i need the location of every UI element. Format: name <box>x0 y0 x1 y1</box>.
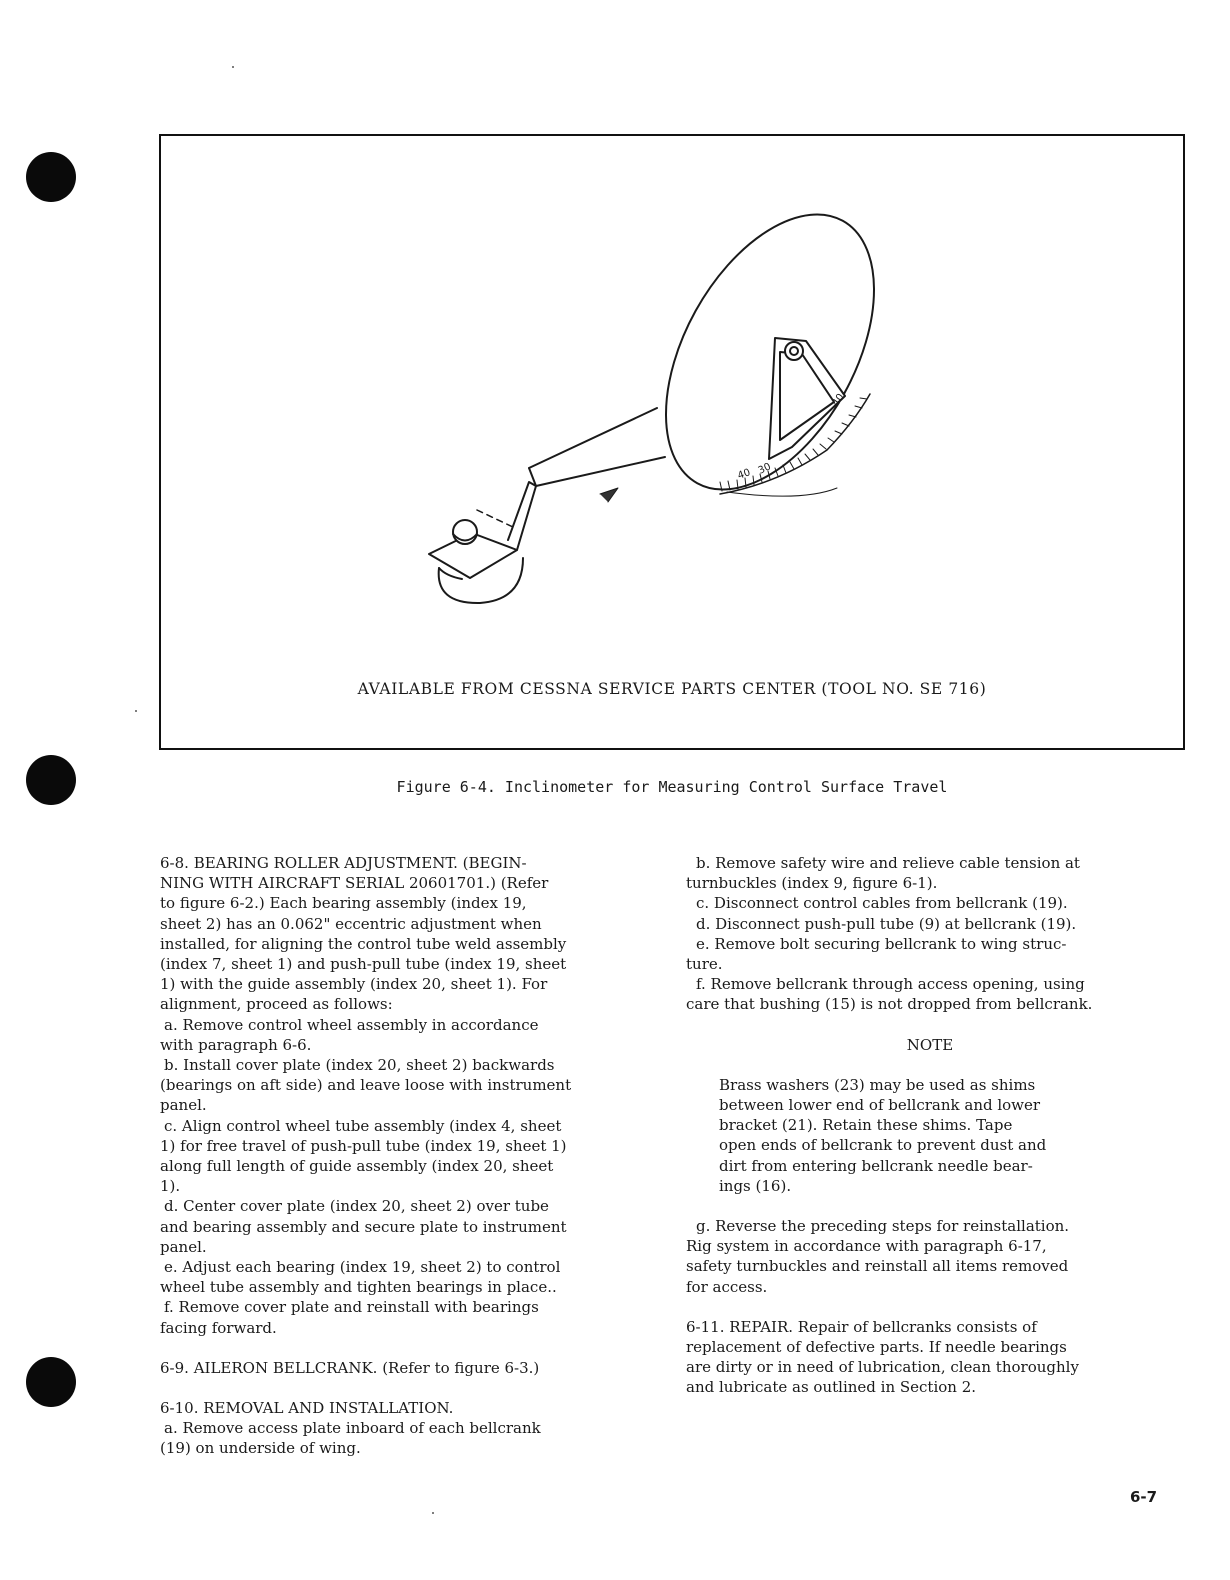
note-line: dirt from entering bellcrank needle bear- <box>719 1156 1033 1175</box>
text-line: replacement of defective parts. If needle bearings <box>686 1338 1067 1357</box>
note-line: bracket (21). Retain these shims. Tape <box>719 1116 1013 1135</box>
binder-hole-top <box>26 152 76 202</box>
text-line: 1) for free travel of push-pull tube (index 19, sheet 1) <box>160 1136 567 1155</box>
dial-label: 30 <box>756 461 773 477</box>
text-line: d. Center cover plate (index 20, sheet 2) over tube <box>164 1197 549 1216</box>
text-line: 6-8. BEARING ROLLER ADJUSTMENT. (BEGIN- <box>160 854 527 872</box>
text-line: b. Remove safety wire and relieve cable tension at <box>696 854 1080 872</box>
figure-availability-note: AVAILABLE FROM CESSNA SERVICE PARTS CENTER (TOOL NO. SE 716) <box>357 680 987 698</box>
text-line: d. Disconnect push-pull tube (9) at bellcrank (19). <box>696 914 1077 933</box>
text-line: b. Install cover plate (index 20, sheet 2) backwards <box>164 1056 555 1075</box>
text-line: turnbuckles (index 9, figure 6-1). <box>686 874 938 893</box>
text-line: ture. <box>686 955 723 974</box>
text-line: e. Adjust each bearing (index 19, sheet 2) to control <box>164 1258 561 1277</box>
section-heading: 6-9. AILERON BELLCRANK. (Refer to figure 6-3.) <box>160 1358 540 1377</box>
note-line: open ends of bellcrank to prevent dust and <box>719 1136 1047 1155</box>
paragraph-gap <box>160 1378 660 1398</box>
text-line: are dirty or in need of lubrication, clean thoroughly <box>686 1358 1079 1377</box>
page-number: 6-7 <box>1130 1488 1158 1506</box>
dial-label: 40 <box>736 467 752 482</box>
text-line: for access. <box>686 1277 768 1296</box>
text-line: sheet 2) has an 0.062" eccentric adjustment when <box>160 914 542 933</box>
text-line: Rig system in accordance with paragraph 6-17, <box>686 1237 1047 1256</box>
text-line: and bearing assembly and secure plate to instrument <box>160 1217 567 1236</box>
figure-caption: Figure 6-4. Inclinometer for Measuring Control Surface Travel <box>396 778 948 796</box>
text-line: with paragraph 6-6. <box>160 1035 312 1054</box>
inclinometer-illustration <box>161 136 1183 748</box>
text-line: to figure 6-2.) Each bearing assembly (index 19, <box>160 894 527 913</box>
scan-speck <box>135 710 137 712</box>
note-line: Brass washers (23) may be used as shims <box>719 1075 1036 1094</box>
paragraph-gap <box>160 1338 660 1358</box>
text-line: (bearings on aft side) and leave loose with instrument <box>160 1076 572 1095</box>
text-line: alignment, proceed as follows: <box>160 995 393 1014</box>
section-heading: 6-11. REPAIR. Repair of bellcranks consists of <box>686 1317 1037 1336</box>
note-title: NOTE <box>906 1035 954 1054</box>
dial-label: 40 <box>830 391 847 409</box>
text-line: 1). <box>160 1177 181 1196</box>
left-column <box>160 853 660 1459</box>
paragraph-gap <box>686 1297 1174 1317</box>
text-line: c. Disconnect control cables from bellcrank (19). <box>696 894 1068 913</box>
binder-hole-bottom <box>26 1357 76 1407</box>
text-line: installed, for aligning the control tube weld assembly <box>160 934 567 953</box>
text-line: panel. <box>160 1237 207 1256</box>
note-body <box>686 1075 1174 1196</box>
note-line: ings (16). <box>719 1176 792 1195</box>
text-line: 1) with the guide assembly (index 20, sheet 1). For <box>160 975 548 994</box>
figure-frame <box>159 134 1185 750</box>
paragraph-gap <box>686 1196 1174 1216</box>
text-line: and lubricate as outlined in Section 2. <box>686 1378 977 1397</box>
text-line: (19) on underside of wing. <box>160 1439 361 1458</box>
text-line: panel. <box>160 1096 207 1115</box>
text-line: (index 7, sheet 1) and push-pull tube (index 19, sheet <box>160 955 567 974</box>
scan-speck <box>232 66 234 68</box>
right-column <box>686 853 1174 1398</box>
text-line: a. Remove access plate inboard of each bellcrank <box>164 1419 541 1438</box>
section-heading: 6-10. REMOVAL AND INSTALLATION. <box>160 1399 454 1418</box>
text-line: care that bushing (15) is not dropped from bellcrank. <box>686 995 1093 1014</box>
binder-hole-middle <box>26 755 76 805</box>
text-line: a. Remove control wheel assembly in accordance <box>164 1015 539 1034</box>
text-line: NING WITH AIRCRAFT SERIAL 20601701.) (Refer <box>160 874 549 893</box>
text-line: f. Remove cover plate and reinstall with bearings <box>164 1298 539 1317</box>
text-line: f. Remove bellcrank through access opening, using <box>696 975 1085 994</box>
text-line: along full length of guide assembly (index 20, sheet <box>160 1157 554 1176</box>
text-line: facing forward. <box>160 1318 277 1337</box>
text-line: c. Align control wheel tube assembly (index 4, sheet <box>164 1116 562 1135</box>
scan-speck <box>432 1512 434 1514</box>
text-line: g. Reverse the preceding steps for reinstallation. <box>696 1217 1070 1236</box>
text-line: wheel tube assembly and tighten bearings in place.. <box>160 1278 557 1297</box>
text-line: safety turnbuckles and reinstall all items removed <box>686 1257 1069 1276</box>
note-line: between lower end of bellcrank and lower <box>719 1096 1041 1115</box>
text-line: e. Remove bolt securing bellcrank to wing struc- <box>696 934 1067 953</box>
